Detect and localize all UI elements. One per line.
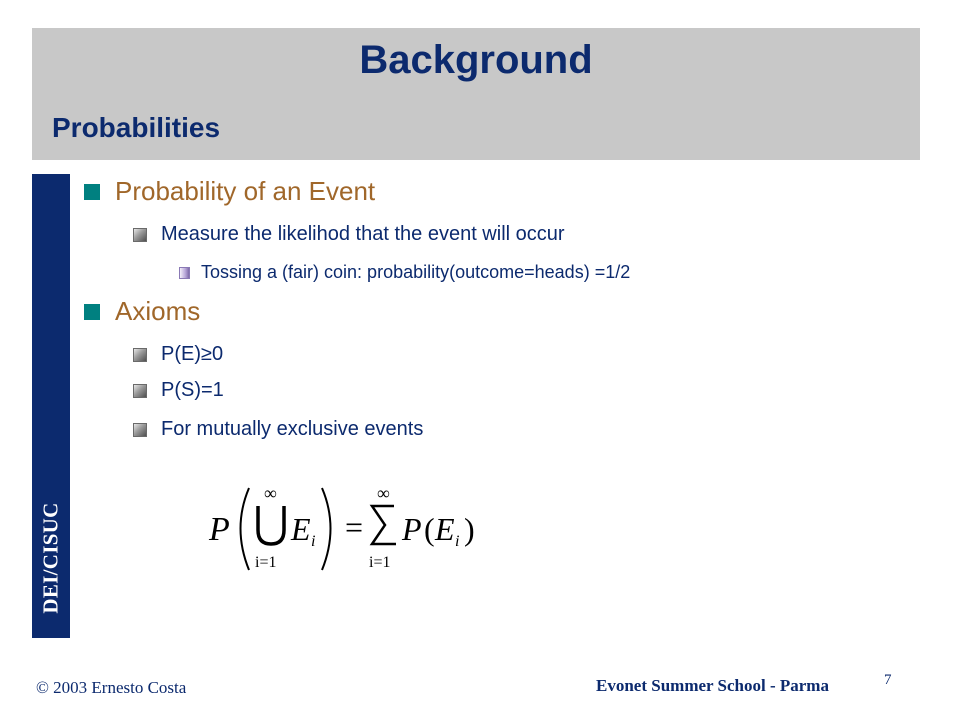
bullet-text: Probability of an Event <box>115 176 376 206</box>
gray-square-bullet-icon <box>133 384 147 398</box>
bullet-measure-likelihood <box>133 223 565 246</box>
slide-title: Background <box>359 38 593 82</box>
formula-rhs-open-paren: ( <box>424 511 435 547</box>
bullet-text: Measure the likelihod that the event will occur <box>161 223 565 245</box>
bullet-axiom-mutually-exclusive <box>133 418 423 441</box>
header-band <box>32 28 920 160</box>
gray-square-bullet-icon <box>133 423 147 437</box>
formula-rhs-function: P <box>402 511 422 547</box>
formula-left-paren <box>241 488 250 570</box>
gray-square-bullet-icon <box>133 228 147 242</box>
bullet-axiom-nonnegative <box>133 343 223 366</box>
formula-union-upper: ∞ <box>264 483 277 503</box>
formula-rhs-set-symbol: E <box>435 511 455 547</box>
teal-square-bullet-icon <box>84 184 100 200</box>
teal-square-bullet-icon <box>84 304 100 320</box>
formula-rhs-close-paren: ) <box>464 511 475 547</box>
formula-lhs-function: P <box>209 511 230 548</box>
bullet-text: Tossing a (fair) coin: probability(outcome=heads) =1/2 <box>201 262 631 282</box>
slide-subtitle: Probabilities <box>52 112 221 143</box>
countable-additivity-formula <box>205 478 495 578</box>
bullet-probability-of-event <box>84 176 375 207</box>
formula-union-lower: i=1 <box>255 554 277 571</box>
bullet-axioms <box>84 296 200 327</box>
formula-union-symbol <box>258 506 284 544</box>
bullet-text: Axioms <box>115 296 201 326</box>
bullet-tossing-coin <box>179 262 630 283</box>
bullet-text: For mutually exclusive events <box>161 418 424 440</box>
bullet-text: P(S)=1 <box>161 379 224 401</box>
formula-sum-symbol <box>372 506 396 544</box>
side-bar-label: DEI/CISUC <box>38 502 63 614</box>
formula-right-paren <box>322 488 331 570</box>
formula-sum-upper: ∞ <box>377 483 390 503</box>
formula-rhs-set-index: i <box>455 533 460 550</box>
page-number: 7 <box>884 672 892 688</box>
footer-event: Evonet Summer School - Parma <box>596 676 829 695</box>
purple-square-bullet-icon <box>179 267 190 279</box>
formula-set-symbol: E <box>291 511 311 547</box>
formula-sum-lower: i=1 <box>369 554 391 571</box>
bullet-axiom-sample-space <box>133 379 224 402</box>
formula-set-index: i <box>311 533 316 550</box>
footer-copyright: © 2003 Ernesto Costa <box>36 678 187 697</box>
formula-equals: = <box>345 509 364 545</box>
bullet-text: P(E)≥0 <box>161 343 224 365</box>
gray-square-bullet-icon <box>133 348 147 362</box>
